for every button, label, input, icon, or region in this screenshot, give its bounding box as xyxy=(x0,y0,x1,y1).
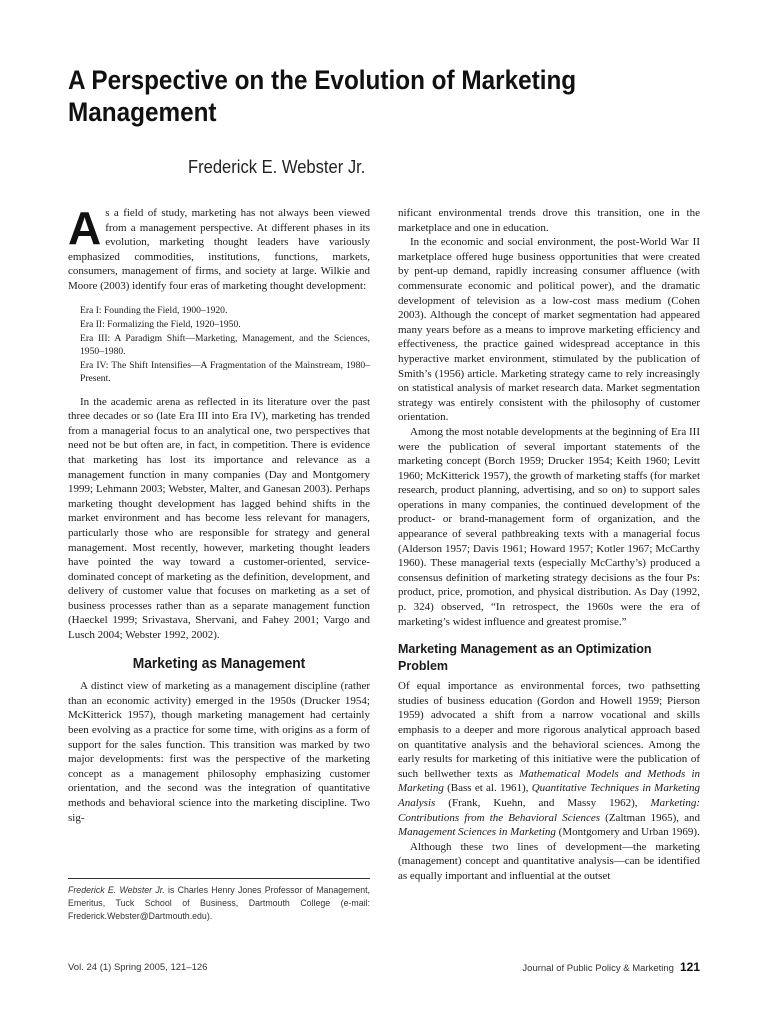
article-title: A Perspective on the Evolution of Marketing Management xyxy=(68,65,577,127)
intro-paragraph xyxy=(68,202,370,294)
era-item: Era IV: The Shift Intensifies—A Fragmentation of the Mainstream, 1980–Present. xyxy=(80,359,370,384)
equal-text: (Montgomery and Urban 1969). xyxy=(555,826,700,839)
book-title: Management Sciences in Marketing xyxy=(398,826,556,839)
intro-text: s a field of study, marketing has not always been viewed from a management perspective. At different phases in its evolution, marketing thought leaders have variously emphasized commodities, institutions, functions, markets, consumers, management of firms, and society at large. Wilkie and Moore (2003) identify four eras of marketing thought development: xyxy=(68,207,370,292)
economic-paragraph: In the economic and social environment, the post-World War II marketplace offered huge business opportunities that were created by pent-up demand, rapidly increasing consumer affluence (with commensurate economic and political power), and the dramatic development of television as a low-cost mass medium (Cohen 2003). Although the concept of market segmentation had appeared many years before as a means to improve marketing efficiency and effectiveness, the practice gained widespread acceptance in this hyperactive market environment, stimulated by the publication of Smith’s (1956) article. Marketing strategy came to rely increasingly on statistical analysis of market research data. Market segmentation strategy was entirely consistent with the philosophy of customer orientation. xyxy=(398,236,700,424)
eras-list xyxy=(80,304,370,385)
book-title: Marketing: Contributions from the Behavioral Sciences xyxy=(398,796,700,824)
footnote-text: is Charles Henry Jones Professor of Management, Emeritus, Tuck School of Business, Dartmouth College (e-mail: Frederick.Webster@Dartmouth.edu). xyxy=(68,885,370,921)
book-title: Quantitative Techniques in Marketing Analysis xyxy=(398,782,700,809)
academic-paragraph: In the academic arena as reflected in its literature over the past three decades or so (late Era III into Era IV), marketing has trended from a managerial focus to an analytical one, two perspectives that need not be but often are, in fact, in competition. There is evidence that marketing has lost its importance and relevance as a management function in many companies (Day and Montgomery 1999; Lehmann 2003; Webster, Malter, and Ganesan 2003). Perhaps marketing thought development has lagged behind shifts in the market environment and has become less relevant for managers, particularly those who are responsible for strategy and general management. Most recently, however, marketing thought leaders have pointed the way toward a customer-oriented, service-dominated concept of marketing as the definition, development, and delivery of customer value that focuses on marketing as a set of business processes rather than as a separate management function (Haeckel 1999; Srivastava, Shervani, and Fahey 2001; Vargo and Lusch 2004; Webster 1992, 2002). xyxy=(68,395,370,642)
notable-paragraph: Among the most notable developments at the beginning of Era III were the publication of several important statements of the marketing concept (Borch 1959; Drucker 1954; Keith 1960; Levitt 1960; McKitterick 1957), the growth of marketing staffs (for market research, product planning, advertising, and so on) to support sales operations in many companies, the continued development of the product- or brand-management form of organization, and the appearance of several pathbreaking texts with a managerial focus (Alderson 1957; Davis 1961; Howard 1957; Kotler 1967; McCarthy 1960). These managerial texts (especially McCarthy’s) produced a consensus definition of marketing strategy decisions as the four Ps: product, price, promotion, and physical distribution. As Day (1992, p. 324) observed, “In retrospect, the 1960s were the era of marketing’s widest influence and greatest promise.” xyxy=(398,425,700,628)
section-heading: Marketing as Management xyxy=(132,654,306,672)
footnote-author: Frederick E. Webster Jr. xyxy=(68,885,165,895)
equal-text: (Zaltman 1965), and xyxy=(600,811,700,824)
era-item: Era II: Formalizing the Field, 1920–1950. xyxy=(80,318,241,330)
equal-text: Of equal importance as environmental forces, two pathsetting studies of business education (Gordon and Howell 1959; Pierson 1959) advocated a shift from a narrow vocational and skills emphasis to a deeper and more rigorous analytical approach based on quantitative analysis and the behavioral sciences. Among the early results for marketing of this initiative were the publication of such bellwether texts as xyxy=(398,680,700,780)
book-title: Mathematical Models and Methods in Marketing xyxy=(398,767,701,795)
left-column xyxy=(68,202,370,825)
page-number: 121 xyxy=(679,960,700,974)
journal-name: Journal of Public Policy & Marketing xyxy=(522,963,674,974)
footer-citation: Vol. 24 (1) Spring 2005, 121–126 xyxy=(68,962,208,973)
era-item: Era III: A Paradigm Shift—Marketing, Management, and the Sciences, 1950–1980. xyxy=(80,332,370,357)
lines-paragraph: Although these two lines of development—the marketing (management) concept and quantitative analysis—can be identified as equally important and influential at the outset xyxy=(398,840,700,882)
article-author: Frederick E. Webster Jr. xyxy=(188,157,366,177)
equal-paragraph xyxy=(398,679,700,840)
footnote-divider xyxy=(68,878,370,879)
right-column xyxy=(398,206,700,884)
equal-text: (Bass et al. 1961), xyxy=(443,782,532,795)
continued-paragraph: nificant environmental trends drove this transition, one in the marketplace and one in education. xyxy=(398,207,700,234)
drop-cap: A xyxy=(68,202,102,254)
management-paragraph: A distinct view of marketing as a management discipline (rather than an economic activity) emerged in the 1950s (Drucker 1954; McKitterick 1957), though marketing management had certainly been evolving as a practice for some time, with origins as a form of support for the sales function. This transition was marked by two major developments: first was the perspective of the marketing concept as a management philosophy emphasizing customer orientation, and the second was the integration of quantitative methods and behavioral science into the marketing discipline. Two sig- xyxy=(68,680,370,824)
era-item: Era I: Founding the Field, 1900–1920. xyxy=(80,304,228,316)
equal-text: (Frank, Kuehn, and Massy 1962), xyxy=(435,796,651,809)
footer-journal-block xyxy=(522,960,700,974)
author-footnote xyxy=(68,884,370,923)
subsection-heading: Marketing Management as an Optimization Problem xyxy=(398,642,652,674)
